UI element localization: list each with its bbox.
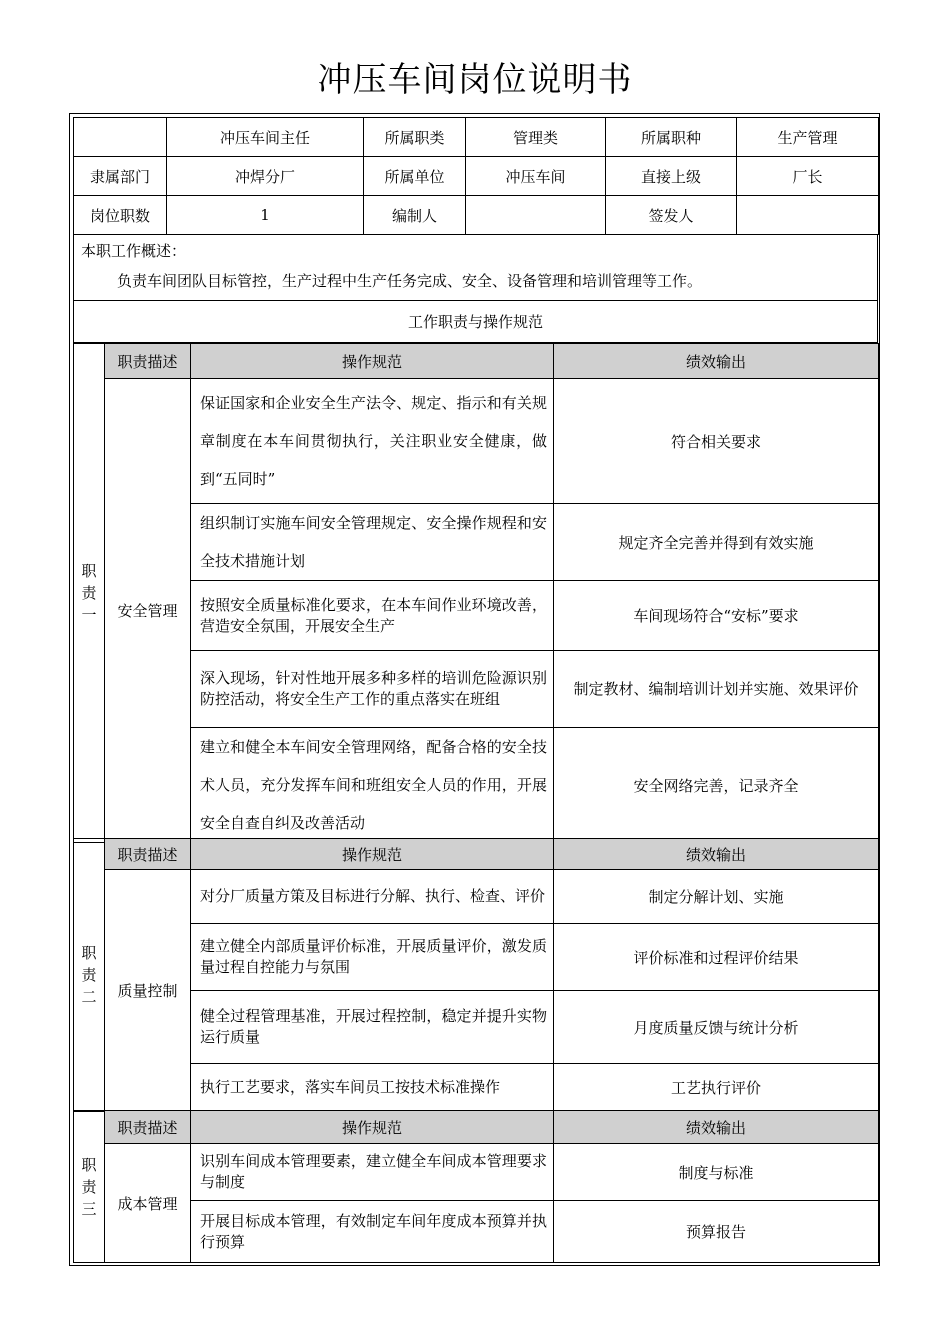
table-row — [74, 651, 879, 728]
duty-table — [73, 343, 879, 843]
header-ops: 操作规范 — [191, 344, 554, 379]
ops-cell: 保证国家和企业安全生产法令、规定、指示和有关规章制度在本车间贯彻执行，关注职业安全健康，做到“五同时” — [191, 379, 554, 504]
info-cell: 冲压车间 — [466, 157, 606, 196]
duty-table — [73, 838, 879, 1112]
job-summary — [73, 235, 878, 301]
summary-label: 本职工作概述： — [81, 242, 187, 260]
section-title: 工作职责与操作规范 — [73, 301, 878, 343]
duty-label: 职责一 — [81, 562, 97, 624]
ops-cell: 健全过程管理基准，开展过程控制，稳定并提升实物运行质量 — [191, 991, 554, 1064]
info-cell: 编制人 — [364, 196, 466, 235]
perf-cell: 安全网络完善，记录齐全 — [554, 728, 879, 843]
duty-label: 职责三 — [81, 1155, 97, 1218]
info-cell: 直接上级 — [606, 157, 737, 196]
perf-cell: 评价标准和过程评价结果 — [554, 924, 879, 991]
table-row — [74, 728, 879, 843]
header-desc: 职责描述 — [105, 344, 191, 379]
perf-cell: 制定教材、编制培训计划并实施、效果评价 — [554, 651, 879, 728]
header-ops: 操作规范 — [191, 1111, 554, 1144]
perf-cell: 制度与标准 — [554, 1144, 879, 1201]
info-cell — [466, 196, 606, 235]
duty-label: 职责二 — [81, 944, 97, 1006]
table-row — [74, 581, 879, 651]
perf-cell: 月度质量反馈与统计分析 — [554, 991, 879, 1064]
duty-label-cell — [74, 344, 105, 843]
perf-cell: 车间现场符合“安标”要求 — [554, 581, 879, 651]
info-cell: 生产管理 — [737, 118, 879, 157]
info-row — [74, 157, 879, 196]
info-cell: 管理类 — [466, 118, 606, 157]
duty-area: 安全管理 — [105, 379, 191, 843]
duty-area: 成本管理 — [105, 1144, 191, 1263]
duty-area: 质量控制 — [105, 870, 191, 1112]
ops-cell: 建立和健全本车间安全管理网络，配备合格的安全技术人员，充分发挥车间和班组安全人员的作用，开展安全自查自纠及改善活动 — [191, 728, 554, 843]
perf-cell: 工艺执行评价 — [554, 1064, 879, 1112]
duty-table — [73, 1110, 879, 1263]
info-table — [73, 117, 879, 235]
table-row — [74, 991, 879, 1064]
ops-cell: 开展目标成本管理，有效制定车间年度成本预算并执行预算 — [191, 1201, 554, 1263]
perf-cell: 制定分解计划、实施 — [554, 870, 879, 924]
header-perf: 绩效输出 — [554, 839, 879, 870]
perf-cell: 预算报告 — [554, 1201, 879, 1263]
info-cell: 所属职类 — [364, 118, 466, 157]
table-row — [74, 870, 879, 924]
table-row — [74, 1144, 879, 1201]
info-row — [74, 196, 879, 235]
info-cell: 厂长 — [737, 157, 879, 196]
info-row — [74, 118, 879, 157]
table-row — [74, 504, 879, 581]
info-cell: 所属单位 — [364, 157, 466, 196]
perf-cell: 符合相关要求 — [554, 379, 879, 504]
perf-cell: 规定齐全完善并得到有效实施 — [554, 504, 879, 581]
document-title: 冲压车间岗位说明书 — [317, 60, 633, 100]
summary-text: 负责车间团队目标管控，生产过程中生产任务完成、安全、设备管理和培训管理等工作。 — [117, 272, 703, 290]
table-row — [74, 1064, 879, 1112]
header-desc: 职责描述 — [105, 1111, 191, 1144]
info-cell: 隶属部门 — [74, 157, 167, 196]
header-ops: 操作规范 — [191, 839, 554, 870]
info-cell: 冲压车间主任 — [167, 118, 364, 157]
duty-label-cell — [74, 1111, 105, 1263]
ops-cell: 组织制订实施车间安全管理规定、安全操作规程和安全技术措施计划 — [191, 504, 554, 581]
header-perf: 绩效输出 — [554, 344, 879, 379]
header-desc: 职责描述 — [105, 839, 191, 870]
ops-cell: 识别车间成本管理要素，建立健全车间成本管理要求与制度 — [191, 1144, 554, 1201]
ops-cell: 建立健全内部质量评价标准，开展质量评价，激发质量过程自控能力与氛围 — [191, 924, 554, 991]
info-cell: 岗位职数 — [74, 196, 167, 235]
info-cell: 冲焊分厂 — [167, 157, 364, 196]
ops-cell: 对分厂质量方策及目标进行分解、执行、检查、评价 — [191, 870, 554, 924]
header-perf: 绩效输出 — [554, 1111, 879, 1144]
info-cell: 所属职种 — [606, 118, 737, 157]
ops-cell: 深入现场，针对性地开展多种多样的培训危险源识别防控活动，将安全生产工作的重点落实在班组 — [191, 651, 554, 728]
info-cell: 签发人 — [606, 196, 737, 235]
table-row — [74, 1201, 879, 1263]
ops-cell: 执行工艺要求，落实车间员工按技术标准操作 — [191, 1064, 554, 1112]
duty-label-cell — [74, 839, 105, 1112]
info-cell: 1 — [167, 196, 364, 235]
ops-cell: 按照安全质量标准化要求，在本车间作业环境改善，营造安全氛围，开展安全生产 — [191, 581, 554, 651]
info-cell — [74, 118, 167, 157]
info-cell — [737, 196, 879, 235]
table-row — [74, 924, 879, 991]
table-row — [74, 379, 879, 504]
